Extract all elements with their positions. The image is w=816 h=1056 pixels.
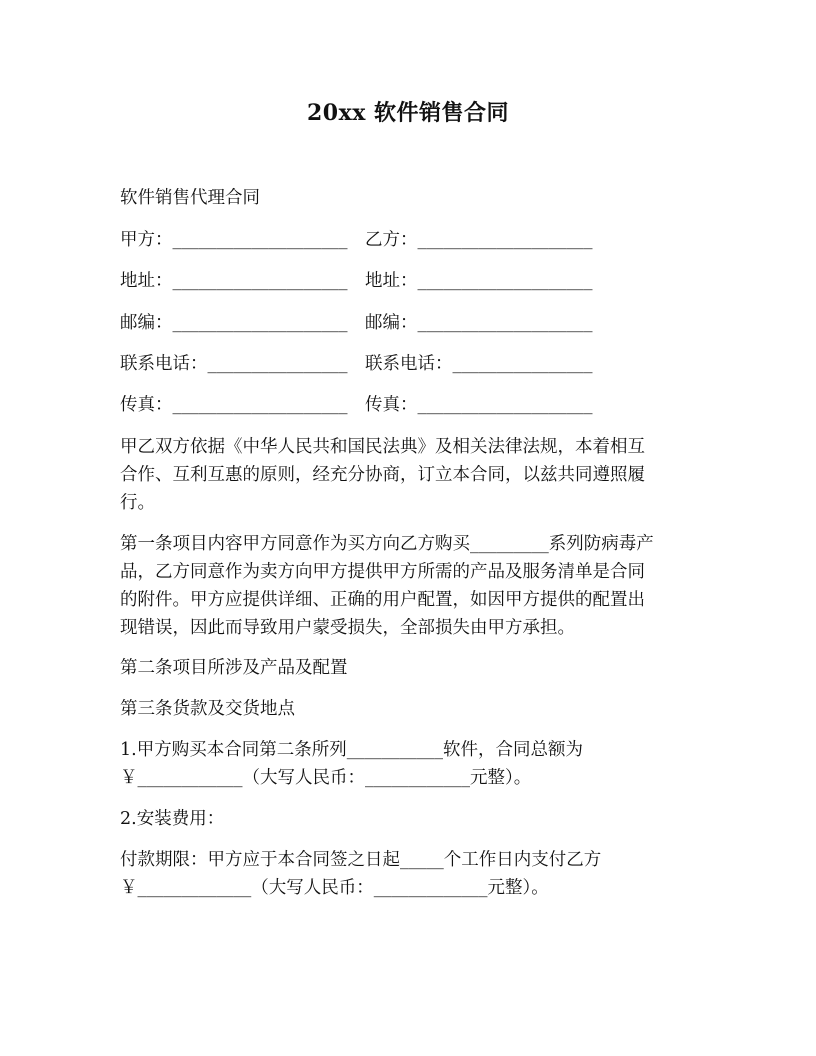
item-2-heading: 2.安装费用： (120, 809, 225, 829)
address-b-field: 地址：____________________ (365, 271, 593, 291)
intro-paragraph (120, 433, 700, 517)
subtitle: 软件销售代理合同 (120, 188, 260, 208)
party-row-party (120, 226, 593, 254)
payment-line: ￥_____________（大写人民币：_____________元整）。 (120, 878, 549, 898)
party-row-postcode (120, 309, 593, 337)
intro-line: 行。 (120, 493, 155, 513)
article-1-line: 的附件。甲方应提供详细、正确的用户配置，如因甲方提供的配置出 (120, 590, 645, 610)
party-row-phone (120, 350, 593, 378)
phone-a-field: 联系电话：________________ (120, 354, 348, 374)
postcode-b-field: 邮编：____________________ (365, 313, 593, 333)
article-1-line: 品，乙方同意作为卖方向甲方提供甲方所需的产品及服务清单是合同 (120, 562, 645, 582)
payment-line: 付款期限：甲方应于本合同签之日起_____个工作日内支付乙方 (120, 850, 602, 870)
payment-paragraph (120, 846, 700, 902)
article-3-heading: 第三条货款及交货地点 (120, 699, 295, 719)
item-1-line: ￥____________（大写人民币：____________元整）。 (120, 768, 532, 788)
fax-a-field: 传真：____________________ (120, 395, 348, 415)
address-a-field: 地址：____________________ (120, 271, 348, 291)
article-1-line: 第一条项目内容甲方同意作为买方向乙方购买_________系列防病毒产 (120, 534, 654, 554)
article-1-paragraph (120, 530, 700, 642)
postcode-a-field: 邮编：____________________ (120, 313, 348, 333)
party-row-fax (120, 391, 593, 419)
party-a-field: 甲方：____________________ (120, 230, 348, 250)
fax-b-field: 传真：____________________ (365, 395, 593, 415)
phone-b-field: 联系电话：________________ (365, 354, 593, 374)
party-row-address (120, 267, 593, 295)
article-1-line: 现错误，因此而导致用户蒙受损失，全部损失由甲方承担。 (120, 618, 575, 638)
article-2-heading: 第二条项目所涉及产品及配置 (120, 658, 348, 678)
party-b-field: 乙方：____________________ (365, 230, 593, 250)
item-1-line: 1.甲方购买本合同第二条所列___________软件，合同总额为 (120, 740, 583, 760)
intro-line: 合作、互利互惠的原则，经充分协商，订立本合同，以兹共同遵照履 (120, 465, 645, 485)
item-1-paragraph (120, 736, 700, 792)
document-title: 20xx 软件销售合同 (306, 100, 509, 126)
intro-line: 甲乙双方依据《中华人民共和国民法典》及相关法律法规，本着相互 (120, 437, 645, 457)
